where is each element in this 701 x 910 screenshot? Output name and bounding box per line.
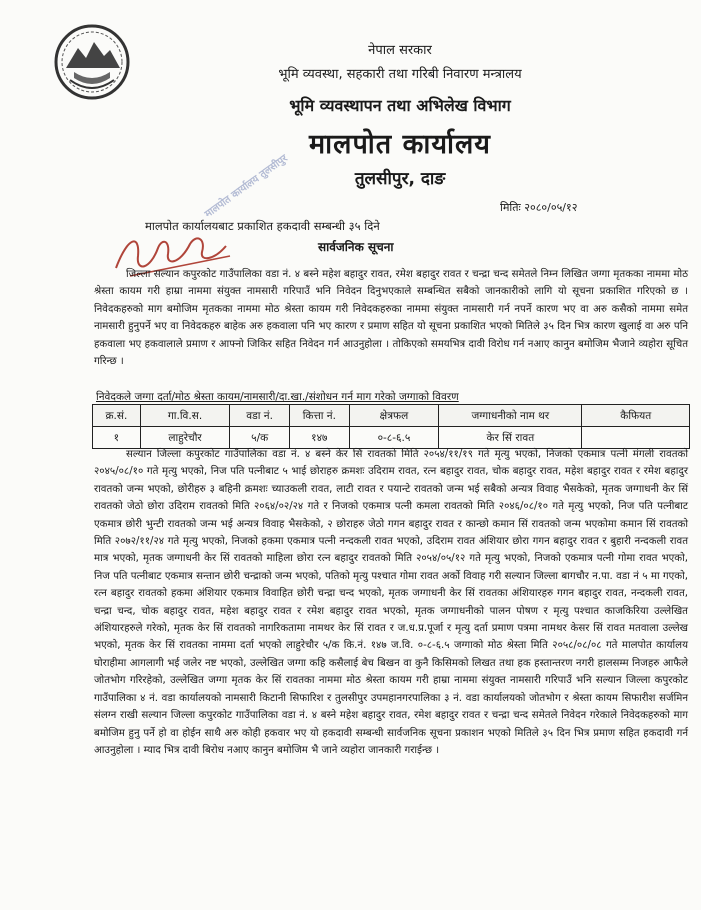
cell-area: ०-८-६.५ [349,427,439,449]
cell-owner: केर सिं रावत [439,427,582,449]
cell-plot: १४७ [289,427,349,449]
notice-paragraph-2: सल्यान जिल्ला कपुरकोट गाउँपालिका वडा नं. ४ बस्ने केर सिं रावतको मिति २०५४/११/१९ गते मृत्यु भएको, निजको एकमात्र पत्नी मंगली रावतको २०४५/०८/१० गते मृत्यु भएको, निज पति पत्नीबाट ५ भाई छोराहरु क्रमशः उदिराम रावत, रत्न बहादुर रावत, चोक बहादुर रावत, महेश बहादुर रावत र रमेश बहादुर रावतको जन्म भएको, छोरीहरु ३ बहिनी क्रमशः च्याउकली रावत, लाटी रावत र पयान्टे रावतको जन्म भई सबैको अन्यत्र विवाह भैसकेको, मृतक जग्गाधनी केर सिं रावतको जेठो छोरा उदिराम रावतको मिति २०६४/०२/२४ गते र निजको एकमात्र पत्नी कमला रावतको मिति २०४६/०८/१० गते मृत्यु भएको, निज पति पत्नीबाट एकमात्र छोरी भुन्टी रावतको जन्म भई अन्यत्र विवाह भैसकेको, २ छोराहरु जेठो गगन बहादुर रावत र कान्छो कमान सिं रावतको जन्म भएकोमा कमान सिं रावतको मिति २०७२/११/२४ गते मृत्यु भएको, निजको हकमा एकमात्र पत्नी नन्दकली रावत भएको, उदिराम रावत अंशियार छोरा गगन बहादुर रावत र बुहारी नन्दकली रावत मात्र भएको, मृतक जग्गाधनी केर सिं रावतको माहिला छोरा रत्न बहादुर रावतको मिति २०५४/०५/१२ गते मृत्यु भएको, निजको एकमात्र पत्नी गोमा रावत भएको, निज पति पत्नीबाट एकमात्र सन्तान छोरी चन्द्राको जन्म भएको, पतिको मृत्यु पश्चात गोमा रावत अर्को विवाह गरी सल्यान जिल्ला बागचौर न.पा. वडा नं ५ मा गएको, रत्न बहादुर रावतको हकमा अंशियार एकमात्र विवाहित छोरी चन्द्रा चन्द भएको, मृतक जग्गाधनी केर सिं रावतका अंशियारहरु गगन बहादुर रावत, नन्दकली रावत, चन्द्रा चन्द, चोक बहादुर रावत, महेश बहादुर रावत र रमेश बहादुर रावत भएको, मृतक जग्गाधनीको पालन पोषण र मृत्यु पश्चात काजकिरिया उल्लेखित अंशियारहरुले गरेको, मृतक केर सिं रावतको नागरिकतामा नामथर केर सिं रावत र ज.ध.प्र.पूर्जा र मृत्यु दर्ता प्रमाण पत्रमा नामथर केसर सिं रावत मतवाला उल्लेख भएको, मृतक केर सिं रावतका नाममा दर्ता भएको लाहुरेचौर ५/क कि.नं. १४७ ज.वि. ०-८-६.५ जग्गाको मोठ श्रेस्ता मिति २०५८/०८/०८ गते मालपोत कार्यालय घोराहीमा आगलागी भई जलेर नष्ट भएको, उल्लेखित जग्गा कहि कसैलाई बेच बिखन वा कुनै किसिमको लिखत तथा हक हस्तान्तरण नगरी हालसम्म निजहरु आफैले जोतभोग गरिरहेको, उल्लेखित जग्गा मृतक केर सिं रावतका नाममा मोठ श्रेस्ता कायम गरी हाम्रा नाममा संयुक्त नामसारी गरिपाउँ भनि सल्यान जिल्ला कपुरकोट गाउँपालिका ४ नं. वडा कार्यालयको नामसारी किटानी सिफारिश र तुलसीपुर उपमहानगरपालिका ३ नं. वडा कार्यालयको जोतभोग र श्रेस्ता कायम सिफारीश सर्जमिन संलग्न राखी सल्यान जिल्ला कपुरकोट गाउँपालिका वडा नं. ४ बस्ने महेश बहादुर रावत, रमेश बहादुर रावत र चन्द्रा चन्द समेतले निवेदन गरेकाले निवेदकहरुको माग बमोजिम हुनु पर्ने हो वा होईन साथै अरु कोही हकवार भए यो हकदावी सम्बन्धी सार्वजनिक सूचना प्रकाशन भएको मितिले ३५ दिन भित्र प्रमाण सहित हकदावी गर्न आउनुहोला । म्याद भित्र दावी बिरोध नआए कानुन बमोजिम भै जाने व्यहोरा जानकारी गराईन्छ । [94,449,689,756]
notice-title: सार्वजनिक सूचना [318,240,394,254]
cell-vdc: लाहुरेचौर [140,427,230,449]
office-name: मालपोत कार्यालय [309,129,491,160]
nepal-emblem-icon [52,22,132,102]
office-location: तुलसीपुर, दाङ [354,169,446,189]
department-name: भूमि व्यवस्थापन तथा अभिलेख विभाग [289,96,511,115]
ministry-name: भूमि व्यवस्था, सहकारी तथा गरिबी निवारण मन्त्रालय [278,67,522,82]
land-parcel-table [92,404,690,449]
col-header-remarks: कैफियत [582,405,690,427]
col-header-area: क्षेत्रफल [349,405,439,427]
table-caption: निवेदकले जग्गा दर्ता/मोठ श्रेस्ता कायम/नामसारी/दा.खा./संशोधन गर्न माग गरेको जग्गाको विवरण [96,391,459,403]
cell-serial: १ [93,427,141,449]
col-header-ward: वडा नं. [230,405,290,427]
gov-name: नेपाल सरकार [368,43,432,58]
cell-ward: ५/क [230,427,290,449]
col-header-serial: क्र.सं. [93,405,141,427]
stamp-text: मालपोत कार्यालय तुलसीपुर [203,152,290,221]
notice-subject: मालपोत कार्यालयबाट प्रकाशित हकदावी सम्बन्धी ३५ दिने [145,219,380,233]
col-header-plot: कित्ता नं. [289,405,349,427]
notice-paragraph-1: जिल्ला सल्यान कपुरकोट गाउँपालिका वडा नं. ४ बस्ने महेश बहादुर रावत, रमेश बहादुर रावत र चन्द्रा चन्द समेतले निम्न लिखित जग्गा मृतकका नाममा मोठ श्रेस्ता कायम गरी हाम्रा नाममा संयुक्त नामसारी गरिपाउँ भनि निवेदन दिनुभएकाले सम्बन्धित सबैको जानकारीको लागि यो सूचना प्रकाशित गरिएको छ । निवेदकहरुको माग बमोजिम मृतकका नाममा मोठ श्रेस्ता कायम गरी निवेदकहरुका नाममा संयुक्त नामसारी गर्न नपर्ने कारण भए वा अरु कसैको नाममा समेत नामसारी हुनुपर्ने भए वा निवेदकहरु बाहेक अरु हकवाला पनि भए कारण र प्रमाण सहित यो सूचना प्रकाशित भएको मितिले ३५ दिन भित्र कारण खुलाई वा अरु पनि हकवाला भए हकवालाले प्रमाण र आफ्नो जिकिर सहित निवेदन गर्न आउनुहोला । तोकिएको समयभित्र दावी विरोध गर्न नआए कानुन बमोजिम भैजाने व्यहोरा सूचित गरिन्छ । [94,269,688,368]
col-header-owner: जग्गाधनीको नाम थर [439,405,582,427]
notice-date: मितिः २०८०/०५/१२ [500,201,578,214]
col-header-vdc: गा.वि.स. [140,405,230,427]
table-header-row [93,405,690,427]
